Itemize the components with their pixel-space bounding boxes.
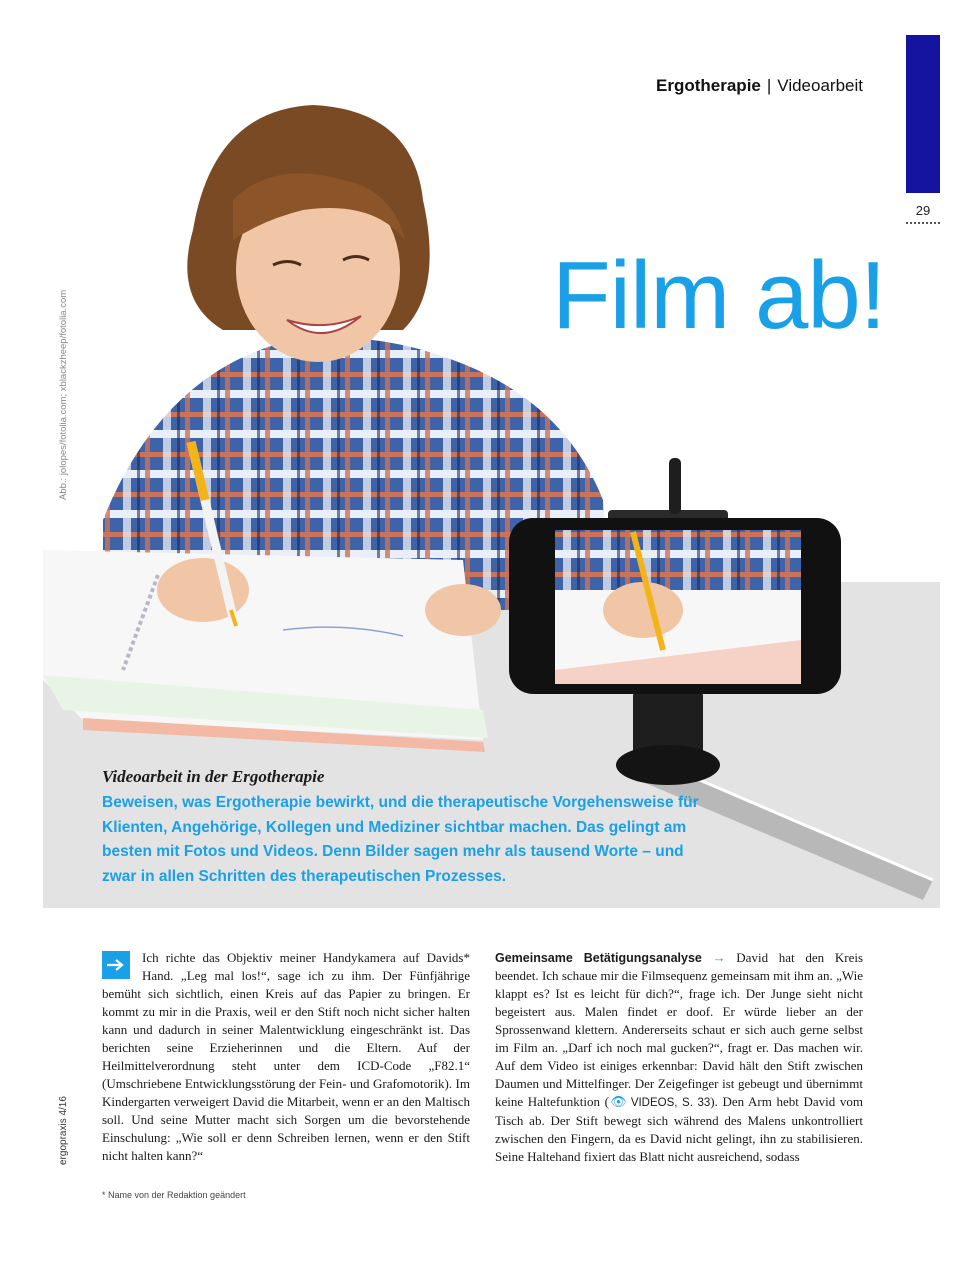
- page-number: 29: [915, 203, 931, 218]
- footnote: * Name von der Redaktion geändert: [102, 1190, 246, 1200]
- section-subheading: Gemeinsame Betätigungsanalyse: [495, 951, 702, 965]
- journal-issue: ergopraxis 4/16: [58, 1096, 69, 1165]
- article-title: Film ab!: [552, 242, 886, 349]
- body-text-right-2: ). Den Arm hebt David vom Tisch ab. Der Stift bewegt sich während des Malens unkontrolliert zwischen den Fingern, da es David nicht gelingt, ihn zu stabilisieren. Seine Haltehand fixiert das Blatt nicht ausreichend, sodass: [495, 1094, 863, 1164]
- section-separator: |: [766, 76, 772, 95]
- intro-heading: Videoarbeit in der Ergotherapie: [102, 767, 325, 786]
- body-text-right-1: David hat den Kreis beendet. Ich schaue mir die Filmsequenz gemeinsam mit ihm an. „Wie klappt es? Ist es leicht für dich?“, frage ich. Der Junge sieht nicht begeistert aus. Malen findet er doof. Er würde lieber an der Sprossenwand klettern. Andererseits schaut er sich auch gerne selbst im Film an. „Darf ich noch mal gucken?“, fragt er. Das machen wir. Auf dem Video ist einiges erkennbar: David hält den Stift zwischen Daumen und Mittelfinger. Der Zeigefinger ist gebeugt und übernimmt keine Haltefunktion (: [495, 950, 864, 1109]
- eye-icon: 👁: [608, 1094, 629, 1109]
- subsection-name: Videoarbeit: [777, 76, 863, 95]
- intro-text: Beweisen, was Ergotherapie bewirkt, und die therapeutische Vorgehensweise für Klienten, Angehörige, Kollegen und Mediziner sichtbar machen. Das gelingt am besten mit Fotos und Videos. Denn Bilder sagen mehr als tausend Worte – und zwar in allen Schritten des therapeutischen Prozesses.: [102, 794, 699, 885]
- body-column-left: [102, 949, 470, 1165]
- arrow-right-icon: [102, 951, 130, 979]
- body-column-right: [495, 949, 863, 1166]
- body-text-left: Ich richte das Objektiv meiner Handykamera auf Davids* Hand. „Leg mal los!“, sage ich zu ihm. Der Fünfjährige bemüht sich sichtlich, einen Kreis auf das Papier zu bringen. Er kommt zu mir in die Praxis, weil er den Stift noch nicht sicher halten kann und dadurch in seiner Malentwicklung eingeschränkt ist. Das berichten seine Erzieherinnen und die Eltern. Auf der Heilmittelverordnung steht unter dem ICD-Code „F82.1“ (Umschriebene Entwicklungsstörung der Fein- und Grafomotorik). Im Kindergarten verweigert David die Mitarbeit, wenn er an den Maltisch soll. Und seine Mutter macht sich Sorgen um die bevorstehende Einschulung: „Wie soll er denn Schreiben lernen, wenn er den Stift nicht halten kann?“: [102, 950, 470, 1163]
- section-name: Ergotherapie: [656, 76, 761, 95]
- video-reference: VIDEOS, S. 33: [630, 1097, 711, 1109]
- inline-arrow-icon: →: [712, 950, 726, 965]
- photo-credit: Abb.: jolopes/fotolia.com; xblackzheep/fotolia.com: [58, 289, 69, 500]
